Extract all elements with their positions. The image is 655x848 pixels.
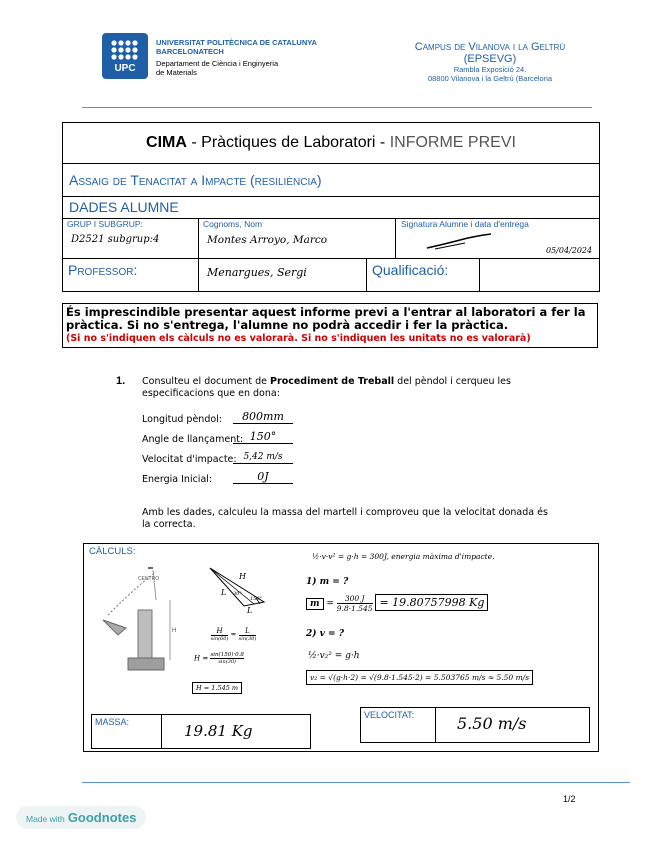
form-subtitle: Assaig de Tenacitat a Impacte (resiliència) [69,172,322,188]
q1-text-b: del pèndol i cerqueu les [394,376,511,387]
section-title: DADES ALUMNE [69,199,179,215]
tri-label-l: L [221,588,227,597]
name-value: Montes Arroyo, Marco [207,234,328,246]
h-result: H = 1.545 m [192,682,242,694]
mass-equation: m = $\frac{300 J}{9.8\cdot 1.545}$ = 19.80757998 Kg [306,594,488,613]
title-mid: Pràctiques de Laboratori - [201,134,390,151]
name-label: Cognoms, Nom [203,219,263,229]
calc-label: CÀLCULS: [89,546,136,557]
professor-value: Menargues, Sergi [207,266,307,279]
sine-rhs-num: L [239,627,257,636]
group-value: D2521 subgrup:4 [71,234,160,245]
velocity-result-box [360,707,590,743]
pendulum-diagram [98,560,198,680]
page-number: 1/2 [563,794,576,804]
header-divider [82,107,592,108]
notice-box [62,303,598,348]
badge-prefix: Made with [26,814,65,824]
spec-value-energy: 0J [233,471,293,484]
grade-label: Qualificació: [372,262,449,278]
velocity-value: 5.50 m/s [457,714,527,733]
mass-result: = 19.80757998 Kg [375,594,488,611]
department-line2: de Materials [156,68,197,77]
campus-address2: 08800 Vilanova i la Geltrú (Barcelona [427,74,553,83]
spec-value-angle: 150° [233,431,293,444]
sine-lhs-den: sin(60) [210,636,229,642]
energy-line: ½·v·v² = g·h = 300J, energia màxima d'impacte. [312,552,495,561]
campus-address1: Rambla Exposició 24. [453,65,527,74]
sine-rule: H sin(60) = L sin(30) [210,627,257,642]
goodnotes-badge[interactable] [16,806,146,829]
spec-value-velocity: 5,42 m/s [233,451,293,464]
mass-label: MASSA: [95,717,130,727]
q1-text-a: Consulteu el document de [142,376,271,387]
q1-text-bold: Procediment de Treball [270,376,395,387]
campus-code: (EPSEVG) [463,53,517,65]
mass-value: 19.81 Kg [184,722,253,740]
q1-instruction1: Amb les dades, calculeu la massa del martell i comproveu que la velocitat donada és [142,507,548,518]
university-sub: BARCELONATECH [156,47,224,56]
tri-label-l2: L [247,606,253,615]
svg-text:H: H [172,628,177,634]
group-label: GRUP I SUBGRUP: [67,219,143,229]
sine-lhs-num: H [211,627,229,636]
tri-label-h: H [239,572,246,581]
spec-value-length: 800mm [233,411,293,424]
vel-equation: v₂ = √(g·h·2) = √(9.8·1.545·2) = 5.503765 m/s ≈ 5.50 m/s [306,670,533,685]
upc-logo [102,33,148,79]
mass-result-box [91,714,311,749]
title-bold: CIMA [146,134,187,151]
logo-text: UPC [114,63,136,74]
notice-line3: (Si no s'indiquen els càlculs no es valorarà. Si no s'indiquen les unitats no es valorarà) [66,333,531,344]
spec-label-length: Longitud pèndol: [142,414,223,425]
h-num: sin(150)·0.8 [210,652,244,658]
campus-name: Campus de Vilanova i la Geltrú [414,41,566,53]
signature-mark-icon [425,232,495,252]
q1-text-c: especificacions que en dona: [142,388,280,399]
university-name: UNIVERSITAT POLITÈCNICA DE CATALUNYA [156,38,317,47]
mass-den: 9.8·1.545 [336,604,373,613]
signature-label: Signatura Alumne i data d'entrega [401,219,529,229]
form-box [62,122,600,292]
sine-rhs-den: sin(30) [238,636,257,642]
tri-angle-150: 150° [250,596,263,602]
step2: 2) v = ? [306,629,344,639]
svg-text:CENTRO: CENTRO [138,576,160,582]
spec-label-velocity: Velocitat d'impacte: [142,454,237,465]
mass-eq-lhs: m [306,598,324,610]
spec-label-energy: Energia Inicial: [142,474,213,485]
question-number: 1. [116,375,126,387]
title-sep: - [186,134,202,151]
h-formula [194,652,244,665]
mass-num: 300 J [337,594,373,604]
vel-line: ½·v₂² = g·h [308,651,360,661]
h-den: sin(30) [218,659,236,665]
velocity-label: VELOCITAT: [364,710,415,720]
footer-divider [82,782,630,783]
spec-fields [142,410,284,494]
professor-label: Professor: [68,262,138,278]
q1-instruction2: la correcta. [142,519,196,530]
calc-box [83,543,599,752]
form-title [63,123,599,164]
badge-brand: Goodnotes [67,810,137,825]
signature-date: 05/04/2024 [546,246,593,255]
h-eq: H = [194,654,209,663]
notice-line2: pràctica. Si no s'entrega, l'alumne no podrà accedir i fer la pràctica. [66,318,509,332]
department-line1: Departament de Ciència i Enginyeria [156,59,279,68]
step1: 1) m = ? [306,577,349,587]
tri-angle-30: 30° [233,591,242,597]
notice-line1: És imprescindible presentar aquest informe previ a l'entrar al laboratori a fer la [66,305,586,319]
spec-label-angle: Angle de llançament: [142,434,244,445]
title-end: INFORME PREVI [389,134,516,151]
